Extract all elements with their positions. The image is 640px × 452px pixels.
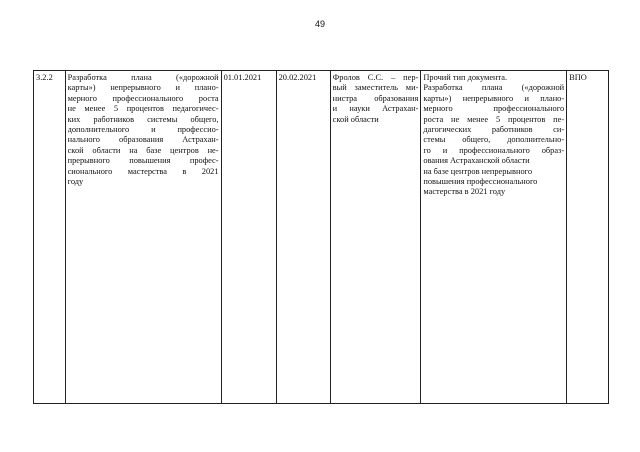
result-line: повышения профессионального <box>423 177 538 187</box>
result-line: карты») непрерывного и плано- <box>423 93 565 103</box>
responsible-line: и науки Астрахан- <box>332 104 419 114</box>
item-name-cell <box>65 71 221 404</box>
item-number-cell <box>34 71 66 404</box>
start-date: 01.01.2021 <box>223 73 262 82</box>
result-line: роста не менее 5 процентов пе- <box>423 114 565 124</box>
item-name-line: прерывного повышения профес- <box>67 156 219 166</box>
table-row <box>34 71 609 404</box>
item-name-line: нального образования Астрахан- <box>67 135 219 145</box>
responsible-line: ской области <box>332 114 379 124</box>
item-name-line: году <box>67 177 84 187</box>
responsible-line: Фролов С.С. – пер- <box>332 73 419 82</box>
item-name-line: не менее 5 процентов педагогичес- <box>67 104 219 114</box>
item-name-line: ких работников системы общего, <box>67 114 219 124</box>
item-name-line: сионального мастерства в 2021 <box>67 166 219 176</box>
item-name-line: карты») непрерывного и плано- <box>67 83 219 93</box>
item-name-line: дополнительного и профессио- <box>67 125 219 135</box>
result-line: стемы общего, дополнительно- <box>423 135 565 145</box>
result-line: ования Астраханской области <box>423 156 530 166</box>
result-cell <box>421 71 567 404</box>
page-number: 49 <box>314 19 325 29</box>
result-line: мастерства в 2021 году <box>423 187 506 197</box>
start-date-cell <box>221 71 276 404</box>
result-line: мерного профессионального <box>423 104 565 114</box>
item-number: 3.2.2 <box>36 73 53 82</box>
item-name-line: ской области на базе центров не- <box>67 145 219 155</box>
end-date: 20.02.2021 <box>278 73 317 82</box>
responsible-line: нистра образования <box>332 93 419 103</box>
end-date-cell <box>276 71 330 404</box>
result-line: Прочий тип документа. <box>423 73 508 82</box>
responsible-cell <box>330 71 421 404</box>
result-line: дагогических работников си- <box>423 125 565 135</box>
result-line: го и профессионального образ- <box>423 145 565 155</box>
doc-type: ВПО <box>569 73 587 82</box>
result-line: на базе центров непрерывного <box>423 166 533 176</box>
item-name-line: Разработка плана («дорожной <box>67 73 219 82</box>
plan-table <box>33 70 609 404</box>
result-line: Разработка плана («дорожной <box>423 83 565 93</box>
doc-type-cell <box>567 71 609 404</box>
responsible-line: вый заместитель ми- <box>332 83 419 93</box>
item-name-line: мерного профессионального роста <box>67 93 219 103</box>
